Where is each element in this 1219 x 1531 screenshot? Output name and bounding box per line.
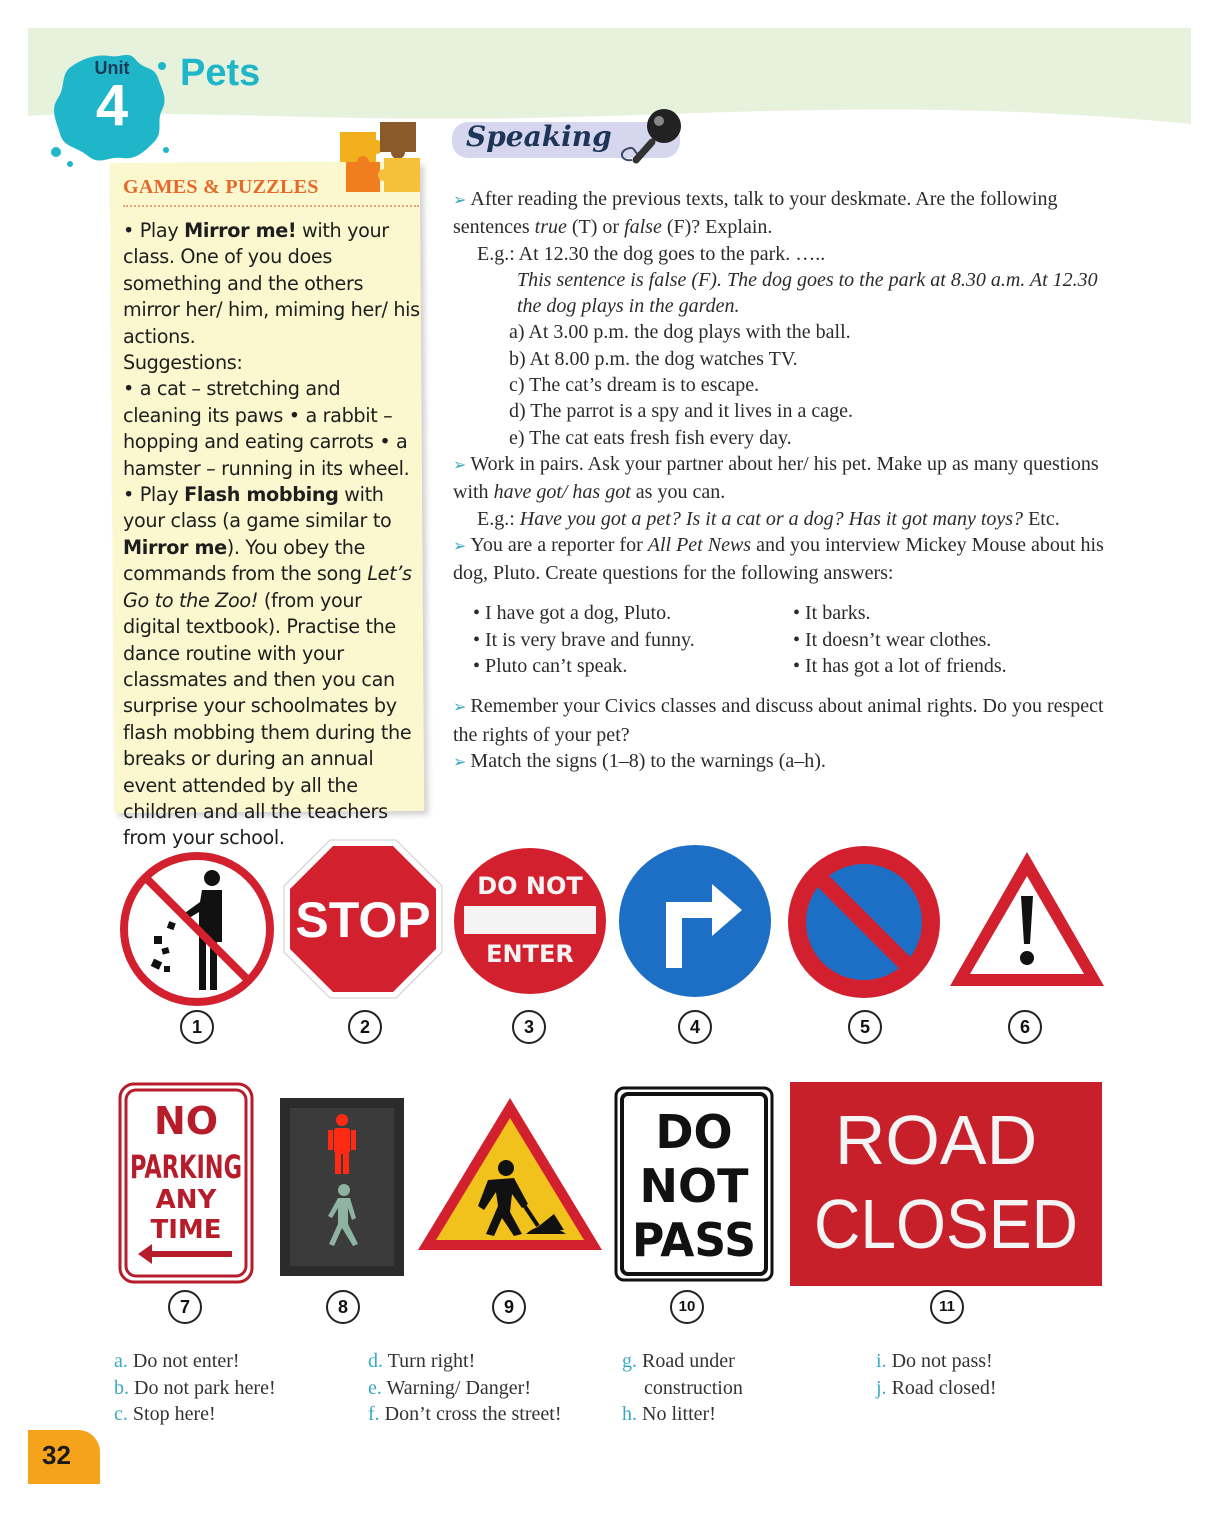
list-item <box>622 1348 743 1375</box>
letter: g. <box>622 1350 637 1372</box>
task <box>453 532 1113 587</box>
text: • Play <box>123 483 185 507</box>
letter: h. <box>622 1403 637 1425</box>
text: false <box>624 216 662 239</box>
paragraph <box>123 218 423 350</box>
task <box>453 748 1113 776</box>
warning-sign <box>946 848 1108 990</box>
list-item <box>114 1401 276 1428</box>
text: with your class. One of you does something and the others mirror her/ him, miming her/ his actions. <box>123 219 420 348</box>
no-litter-sign <box>118 850 276 1008</box>
sign-text: ANY <box>155 1185 217 1215</box>
text: as you can. <box>630 481 726 504</box>
no-parking-sign <box>118 1082 254 1284</box>
arrow-icon: ➢ <box>453 192 467 209</box>
arrow-icon: ➢ <box>453 456 467 474</box>
text: Work in pairs. Ask your partner about her/ his pet. Make up as many questions with <box>453 452 1099 504</box>
warnings-column <box>622 1348 743 1428</box>
road-works-sign <box>414 1094 606 1256</box>
sign-text: DO NOT <box>477 872 583 900</box>
text: After reading the previous texts, talk to your deskmate. Are the following sentences <box>453 188 1058 239</box>
do-not-enter-sign <box>452 846 608 996</box>
answers-column <box>473 600 793 679</box>
sign-text: CLOSED <box>814 1185 1078 1263</box>
list-item <box>114 1375 276 1402</box>
list-item <box>368 1375 561 1402</box>
text: ). You obey the commands from the song <box>123 535 368 586</box>
text: This sentence is false (F). The dog goes to the park at 8.30 a.m. At 12.30 the dog plays in the garden. <box>517 268 1098 318</box>
text: with your class (a game similar to <box>123 483 392 533</box>
stop-sign <box>282 838 444 1000</box>
sign-number: 8 <box>326 1290 360 1324</box>
sign-number: 7 <box>168 1290 202 1324</box>
sign-number: 11 <box>930 1290 964 1324</box>
games-puzzles-text <box>123 218 423 852</box>
sign-text: PASS <box>632 1213 756 1267</box>
sign-number: 4 <box>678 1010 712 1044</box>
text: Remember your Civics classes and discuss about animal rights. Do you respect the rights of your pet? <box>453 695 1104 746</box>
answers-list <box>473 600 1113 679</box>
text: Turn right! <box>383 1350 476 1372</box>
text: Don’t cross the street! <box>379 1403 562 1425</box>
text: true <box>534 216 567 239</box>
sign-text: ENTER <box>486 940 574 968</box>
turn-right-sign <box>614 840 776 1002</box>
text: Etc. <box>1023 507 1060 530</box>
warnings-column <box>368 1348 561 1428</box>
example <box>453 506 1113 532</box>
statement: e) The cat eats fresh fish every day. <box>509 426 792 449</box>
sign-text: PARKING <box>130 1148 242 1186</box>
statement: c) The cat’s dream is to escape. <box>509 374 760 397</box>
example: E.g.: At 12.30 the dog goes to the park. ….. <box>477 242 826 265</box>
statement: d) The parrot is a spy and it lives in a cage. <box>509 400 853 423</box>
puzzle-icon <box>338 118 422 194</box>
text: E.g.: <box>477 507 520 530</box>
text: Have you got a pet? Is it a cat or a dog? Has it got many toys? <box>519 507 1024 530</box>
list-item: • It doesn’t wear clothes. <box>793 628 992 651</box>
paragraph <box>123 482 423 852</box>
divider <box>123 205 419 207</box>
speaking-text <box>453 186 1113 776</box>
letter: j. <box>876 1376 887 1399</box>
pedestrian-light-sign <box>280 1098 404 1276</box>
arrow-icon: ➢ <box>453 537 467 555</box>
sign-text: NOT <box>639 1159 749 1213</box>
task <box>453 451 1113 506</box>
list-item <box>114 1348 276 1375</box>
text: Warning/ Danger! <box>381 1376 531 1399</box>
sign-text: ROAD <box>834 1101 1038 1179</box>
stop-text: STOP <box>295 892 431 948</box>
text: • Play <box>123 219 185 242</box>
sign-number: 9 <box>492 1290 526 1324</box>
text: You are a reporter for <box>470 533 648 556</box>
list-item: • It barks. <box>793 602 871 625</box>
sign-number: 2 <box>348 1010 382 1044</box>
letter: b. <box>114 1376 129 1399</box>
list-item: • It has got a lot of friends. <box>793 655 1007 678</box>
games-puzzles-title: GAMES & PUZZLES <box>123 176 319 198</box>
text: (T) or <box>566 216 625 239</box>
letter: c. <box>114 1403 128 1425</box>
letter: d. <box>368 1350 383 1372</box>
sign-number: 1 <box>180 1010 214 1044</box>
text: All Pet News <box>647 533 752 556</box>
unit-number: 4 <box>95 73 129 138</box>
list-item <box>622 1375 743 1402</box>
statement: b) At 8.00 p.m. the dog watches TV. <box>509 347 798 370</box>
task <box>453 186 1113 241</box>
list-item <box>368 1401 561 1428</box>
example-answer <box>453 267 1113 320</box>
text: Road under <box>637 1350 735 1372</box>
warnings-column <box>114 1348 276 1428</box>
song-title: Let’s Go to the Zoo! <box>123 562 412 612</box>
text: Do not enter! <box>127 1350 240 1372</box>
suggestions-list: • a cat – stretching and cleaning its paws • a rabbit – hopping and eating carrots • a hamster – running in its wheel. <box>123 377 410 480</box>
list-item <box>622 1401 743 1428</box>
letter: i. <box>876 1350 887 1372</box>
sign-text: TIME <box>150 1215 222 1245</box>
letter: e. <box>368 1376 382 1399</box>
arrow-icon: ➢ <box>453 699 467 717</box>
list-item: • It is very brave and funny. <box>473 628 695 651</box>
speaking-label: Speaking <box>466 120 612 153</box>
sign-number: 6 <box>1008 1010 1042 1044</box>
text: No litter! <box>637 1403 716 1425</box>
text: construction <box>644 1376 743 1399</box>
list-item <box>876 1348 997 1375</box>
letter: a. <box>114 1350 128 1372</box>
unit-title: Pets <box>180 52 261 94</box>
list-item <box>368 1348 561 1375</box>
game-name: Mirror me <box>123 535 227 559</box>
task <box>453 693 1113 748</box>
sign-number: 5 <box>848 1010 882 1044</box>
game-name: Mirror me! <box>184 219 297 242</box>
no-stopping-sign <box>784 842 944 1002</box>
sign-number: 10 <box>670 1290 704 1324</box>
letter: f. <box>368 1403 380 1425</box>
list-item: • I have got a dog, Pluto. <box>473 602 672 625</box>
text: (F)? Explain. <box>661 216 773 239</box>
sign-number: 3 <box>512 1010 546 1044</box>
text: Road closed! <box>886 1376 997 1399</box>
text: have got/ has got <box>493 481 631 504</box>
page-number: 32 <box>42 1440 71 1470</box>
answers-column <box>793 600 1113 679</box>
text: Do not pass! <box>886 1350 993 1372</box>
text: Stop here! <box>127 1403 216 1425</box>
suggestions-label: Suggestions: <box>123 351 243 375</box>
sign-text: DO <box>655 1105 733 1159</box>
unit-label: Unit <box>94 58 130 78</box>
text: and you interview Mickey Mouse about his dog, Pluto. Create questions for the following answers: <box>453 533 1104 585</box>
sign-text: NO <box>153 1099 219 1143</box>
game-name: Flash mobbing <box>184 483 339 507</box>
road-closed-sign <box>790 1082 1102 1286</box>
text: Match the signs (1–8) to the warnings (a–h). <box>470 749 826 772</box>
do-not-pass-sign <box>614 1086 774 1282</box>
warnings-column <box>876 1348 997 1401</box>
statement: a) At 3.00 p.m. the dog plays with the ball. <box>509 321 851 344</box>
microphone-icon <box>612 102 696 172</box>
list-item <box>876 1375 997 1402</box>
list-item: • Pluto can’t speak. <box>473 655 628 678</box>
arrow-icon: ➢ <box>453 753 467 771</box>
text: Do not park here! <box>129 1376 276 1399</box>
text: (from your digital textbook). Practise the dance routine with your classmates and then you can surprise your schoolmates by flash mobbing them during the breaks or during an annual event attended by all the children and all the teachers from your school. <box>123 588 412 850</box>
